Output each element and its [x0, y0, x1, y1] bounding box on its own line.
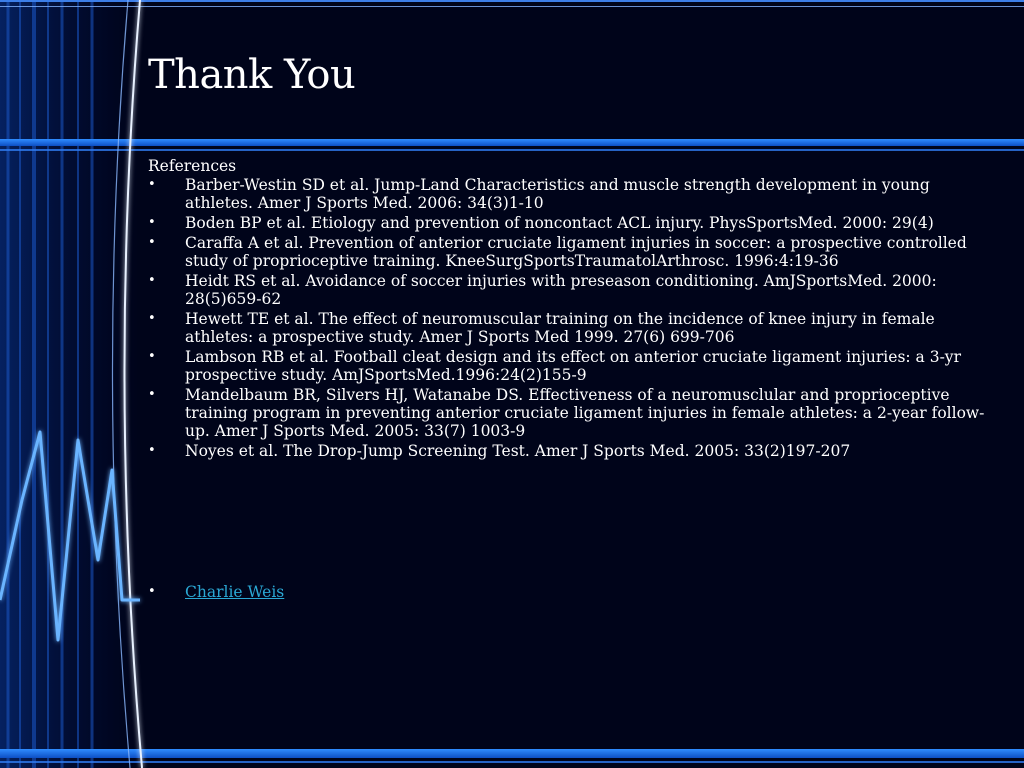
references-heading: References — [148, 157, 237, 175]
author-item — [148, 583, 284, 601]
slide-title: Thank You — [148, 52, 356, 98]
reference-text: • Heidt RS et al. Avoidance of soccer injuries with preseason conditioning. AmJSportsMed. 2000: 28(5)659-62 — [185, 272, 937, 308]
reference-text: • Lambson RB et al. Football cleat design and its effect on anterior cruciate ligament injuries: a 3-yr prospective study. AmJSportsMed.1996:24(2)155-9 — [185, 348, 961, 384]
reference-text: • Hewett TE et al. The effect of neuromuscular training on the incidence of knee injury in female athletes: a prospective study. Amer J Sports Med 1999. 27(6) 699-706 — [185, 310, 935, 346]
reference-item — [148, 272, 988, 308]
reference-item — [148, 386, 988, 440]
reference-item — [148, 442, 988, 460]
reference-text: • Caraffa A et al. Prevention of anterior cruciate ligament injuries in soccer: a prospective controlled study of proprioceptive training. KneeSurgSportsTraumatolArthrosc. 1996:4:19-36 — [185, 234, 967, 270]
references-section — [148, 157, 988, 462]
references-list — [148, 176, 988, 460]
reference-text: • Noyes et al. The Drop-Jump Screening Test. Amer J Sports Med. 2005: 33(2)197-207 — [185, 442, 851, 460]
author-link[interactable]: Charlie Weis — [185, 583, 285, 601]
reference-item — [148, 176, 988, 212]
reference-item — [148, 214, 988, 232]
author-list — [148, 583, 284, 601]
reference-text: • Barber-Westin SD et al. Jump-Land Characteristics and muscle strength development in young athletes. Amer J Sports Med. 2006: 34(3)1-10 — [185, 176, 930, 212]
reference-text: • Boden BP et al. Etiology and prevention of noncontact ACL injury. PhysSportsMed. 2000: 29(4) — [185, 214, 934, 232]
reference-item — [148, 348, 988, 384]
reference-text: • Mandelbaum BR, Silvers HJ, Watanabe DS. Effectiveness of a neuromusclular and proprioceptive training program in preventing anterior cruciate ligament injuries in female athletes: a 2-year follow-up. Amer J Sports Med. 2005: 33(7) 1003-9 — [185, 386, 985, 440]
reference-item — [148, 234, 988, 270]
reference-item — [148, 310, 988, 346]
